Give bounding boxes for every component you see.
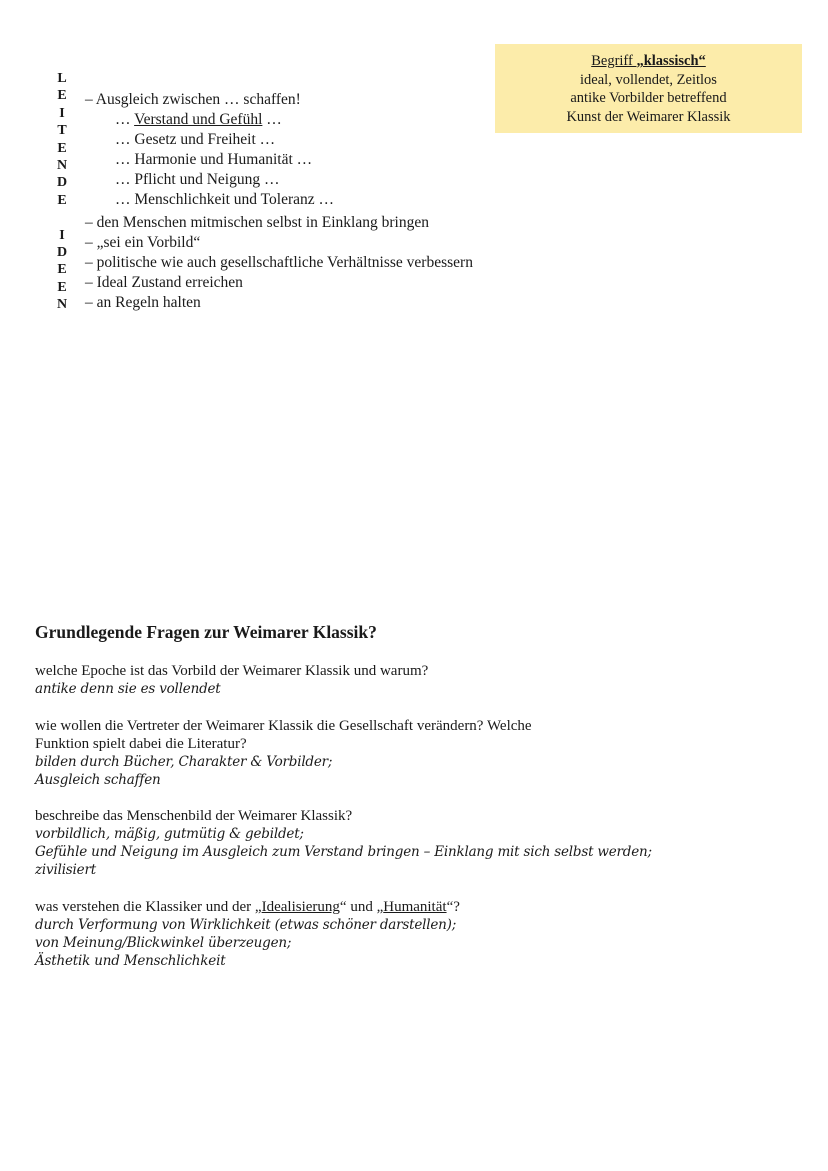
idea-line: – Ausgleich zwischen … schaffen! (85, 91, 301, 108)
idea-line: … Harmonie und Humanität … (115, 151, 313, 168)
answer-text: vorbildlich, mäßig, gutmütig & gebildet; (35, 826, 304, 842)
idea-line: … Menschlichkeit und Toleranz … (115, 191, 335, 208)
answer-text: Ausgleich schaffen (35, 772, 161, 788)
idea-line: – „sei ein Vorbild“ (85, 234, 201, 251)
idea-line: … Pflicht und Neigung … (115, 171, 280, 188)
question-text: welche Epoche ist das Vorbild der Weimarer Klassik und warum? (35, 663, 429, 679)
question-text: was verstehen die Klassiker und der „Idealisierung“ und „Humanität“? (35, 899, 460, 915)
idea-line: … Gesetz und Freiheit … (115, 131, 276, 148)
question-block-2 (35, 717, 532, 789)
idea-line: – an Regeln halten (85, 294, 201, 311)
idea-line: – den Menschen mitmischen selbst in Einklang bringen (85, 214, 429, 231)
idea-line: – politische wie auch gesellschaftliche Verhältnisse verbessern (85, 254, 473, 271)
idea-line: – Ideal Zustand erreichen (85, 274, 243, 291)
definition-line: Kunst der Weimarer Klassik (566, 108, 731, 125)
answer-text: Gefühle und Neigung im Ausgleich zum Verstand bringen – Einklang mit sich selbst werden; (35, 844, 652, 860)
answer-text: bilden durch Bücher, Charakter & Vorbilder; (35, 754, 333, 770)
vertical-label-leitende-ideen: L E I T E N D E I D E E N (56, 71, 68, 313)
definition-line: ideal, vollendet, Zeitlos (580, 71, 717, 88)
answer-text: zivilisiert (35, 862, 96, 878)
answer-text: von Meinung/Blickwinkel überzeugen; (35, 935, 292, 951)
question-block-1 (35, 662, 428, 698)
answer-text: Ästhetik und Menschlichkeit (35, 953, 226, 969)
section-heading: Grundlegende Fragen zur Weimarer Klassik? (35, 622, 377, 642)
definition-box (495, 44, 802, 133)
question-text: beschreibe das Menschenbild der Weimarer Klassik? (35, 808, 353, 824)
question-block-3 (35, 807, 652, 879)
answer-text: durch Verformung von Wirklichkeit (etwas schöner darstellen); (35, 917, 457, 933)
definition-title: Begriff „klassisch“ (591, 53, 706, 69)
definition-line: antike Vorbilder betreffend (570, 90, 727, 106)
idea-line: … Verstand und Gefühl … (115, 111, 282, 128)
answer-text: antike denn sie es vollendet (35, 681, 221, 697)
question-text: wie wollen die Vertreter der Weimarer Klassik die Gesellschaft verändern? Welche (35, 718, 532, 734)
question-text: Funktion spielt dabei die Literatur? (35, 736, 247, 752)
question-block-4 (35, 898, 460, 970)
